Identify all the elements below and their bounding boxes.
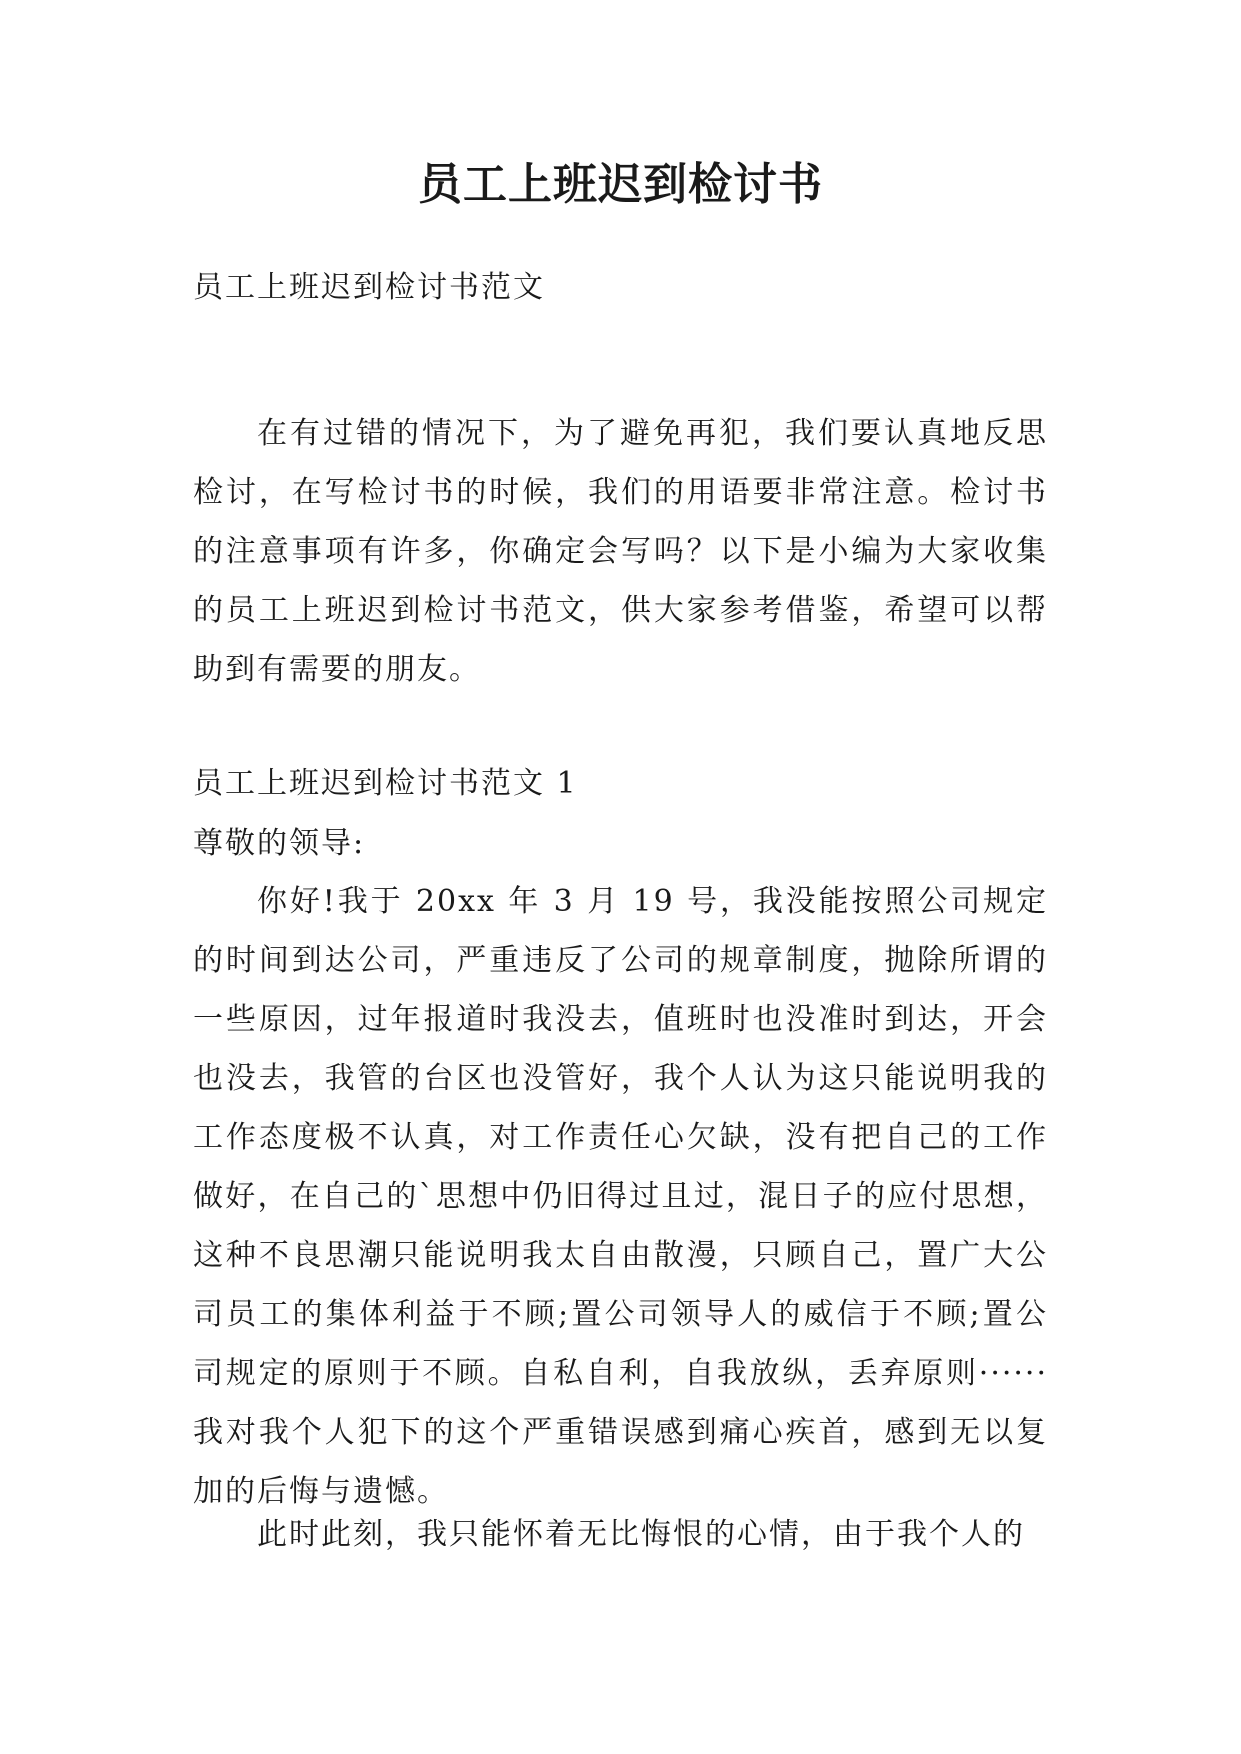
document-subtitle: 员工上班迟到检讨书范文 <box>193 270 545 305</box>
intro-paragraph: 在有过错的情况下，为了避免再犯，我们要认真地反思检讨，在写检讨书的时候，我们的用语要非常注意。检讨书的注意事项有许多，你确定会写吗？以下是小编为大家收集的员工上班迟到检讨书范文，供大家参考借鉴，希望可以帮助到有需要的朋友。 <box>193 416 1048 687</box>
body-paragraph-1: 你好!我于 20xx 年 3 月 19 号，我没能按照公司规定的时间到达公司，严重违反了公司的规章制度，抛除所谓的一些原因，过年报道时我没去，值班时也没准时到达，开会也没去，我管的台区也没管好，我个人认为这只能说明我的工作态度极不认真，对工作责任心欠缺，没有把自己的工作做好，在自己的`思想中仍旧得过且过，混日子的应付思想，这种不良思潮只能说明我太自由散漫，只顾自己，置广大公司员工的集体利益于不顾;置公司领导人的威信于不顾;置公司规定的原则于不顾。自私自利，自我放纵，丢弃原则······我对我个人犯下的这个严重错误感到痛心疾首，感到无以复加的后悔与遗憾。 <box>193 884 1048 1509</box>
salutation: 尊敬的领导: <box>193 826 366 861</box>
body-paragraph-2: 此时此刻，我只能怀着无比悔恨的心情，由于我个人的 <box>257 1517 1025 1552</box>
section-1-heading: 员工上班迟到检讨书范文 1 <box>193 766 578 801</box>
document-title: 员工上班迟到检讨书 <box>418 159 823 210</box>
